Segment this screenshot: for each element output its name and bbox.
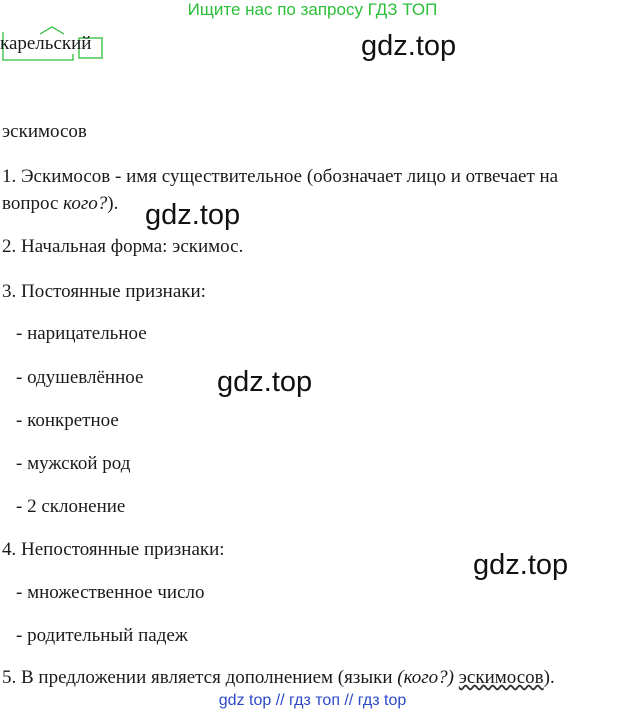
section-heading: эскимосов [2, 121, 87, 142]
watermark: gdz.top [217, 366, 313, 398]
list-item: - множественное число [16, 582, 205, 603]
list-item: - родительный падеж [16, 625, 188, 646]
watermark: gdz.top [473, 549, 569, 581]
point-2: 2. Начальная форма: эскимос. [2, 236, 244, 257]
point-1-line-2 [2, 193, 118, 215]
text-span: ). [543, 667, 555, 688]
list-item: - одушевлённое [16, 367, 144, 388]
italic-question: кого? [63, 193, 108, 214]
point-5 [2, 667, 555, 689]
text-span: вопрос [2, 193, 64, 214]
point-1-line-1: 1. Эскимосов - имя существительное (обозначает лицо и отвечает на [2, 166, 559, 187]
list-item: - мужской род [16, 453, 131, 474]
list-item: - 2 склонение [16, 496, 126, 517]
list-item: - конкретное [16, 410, 119, 431]
list-item: - нарицательное [16, 323, 147, 344]
italic-question: (кого?) [397, 667, 455, 688]
point-4: 4. Непостоянные признаки: [2, 539, 225, 560]
parsed-word: карельский [0, 33, 92, 54]
text-span: 5. В предложении является дополнением (языки [2, 667, 398, 688]
banner-search-hint: Ищите нас по запросу ГДЗ ТОП [187, 0, 438, 19]
footer-links: gdz top // гдз топ // гдз top [218, 692, 407, 709]
watermark: gdz.top [361, 30, 457, 62]
point-3: 3. Постоянные признаки: [2, 281, 206, 302]
object-word-underlined: эскимосов [458, 667, 544, 688]
text-span: ). [107, 193, 119, 214]
watermark: gdz.top [145, 199, 241, 231]
